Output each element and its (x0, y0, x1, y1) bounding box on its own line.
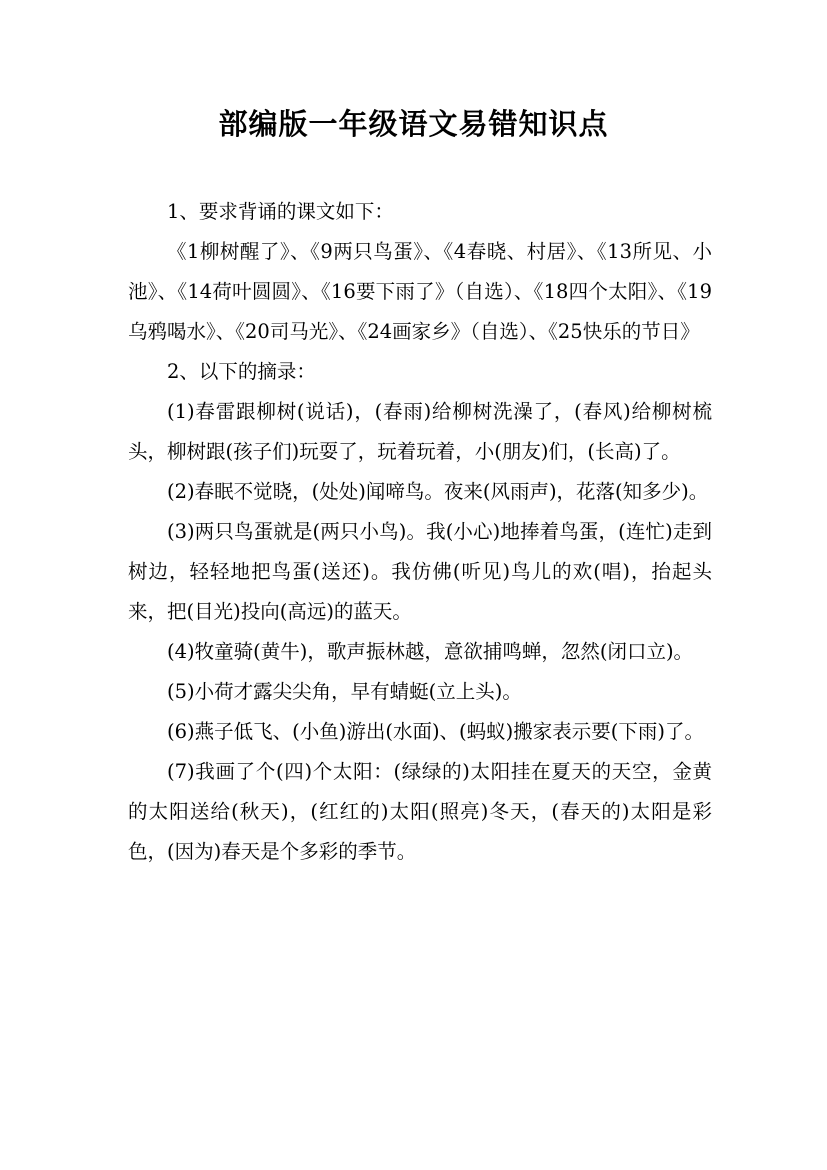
recitation-list: 《1柳树醒了》、《9两只鸟蛋》、《4春晓、村居》、《13所见、小池》、《14荷叶圆圆》、《16要下雨了》（自选）、《18四个太阳》、《19乌鸦喝水》、《20司马光》、《24画家乡》（自选）、《25快乐的节日》 (128, 240, 712, 343)
section-heading-excerpts: 2、以下的摘录： (167, 360, 316, 383)
document-body (128, 192, 712, 872)
excerpt-item: (4)牧童骑(黄牛)，歌声振林越，意欲捕鸣蝉，忽然(闭口立)。 (167, 640, 694, 663)
excerpt-item: (7)我画了个(四)个太阳：(绿绿的)太阳挂在夏天的天空，金黄的太阳送给(秋天)，(红红的)太阳(照亮)冬天，(春天的)太阳是彩色，(因为)春天是个多彩的季节。 (128, 760, 712, 863)
excerpt-item: (1)春雷跟柳树(说话)，(春雨)给柳树洗澡了，(春风)给柳树梳头，柳树跟(孩子们)玩耍了，玩着玩着，小(朋友)们，(长高)了。 (128, 400, 712, 463)
excerpt-item: (5)小荷才露尖尖角，早有蜻蜓(立上头)。 (167, 680, 522, 703)
excerpt-item: (2)春眠不觉晓，(处处)闻啼鸟。夜来(风雨声)，花落(知多少)。 (167, 480, 709, 503)
document-title: 部编版一年级语文易错知识点 (218, 107, 609, 141)
excerpt-item: (6)燕子低飞、(小鱼)游出(水面)、(蚂蚁)搬家表示要(下雨)了。 (167, 720, 704, 743)
section-heading-recitation: 1、要求背诵的课文如下： (167, 200, 394, 223)
excerpt-item: (3)两只鸟蛋就是(两只小鸟)。我(小心)地捧着鸟蛋，(连忙)走到树边，轻轻地把鸟蛋(送还)。我仿佛(听见)鸟儿的欢(唱)，抬起头来，把(目光)投向(高远)的蓝天。 (128, 520, 712, 623)
